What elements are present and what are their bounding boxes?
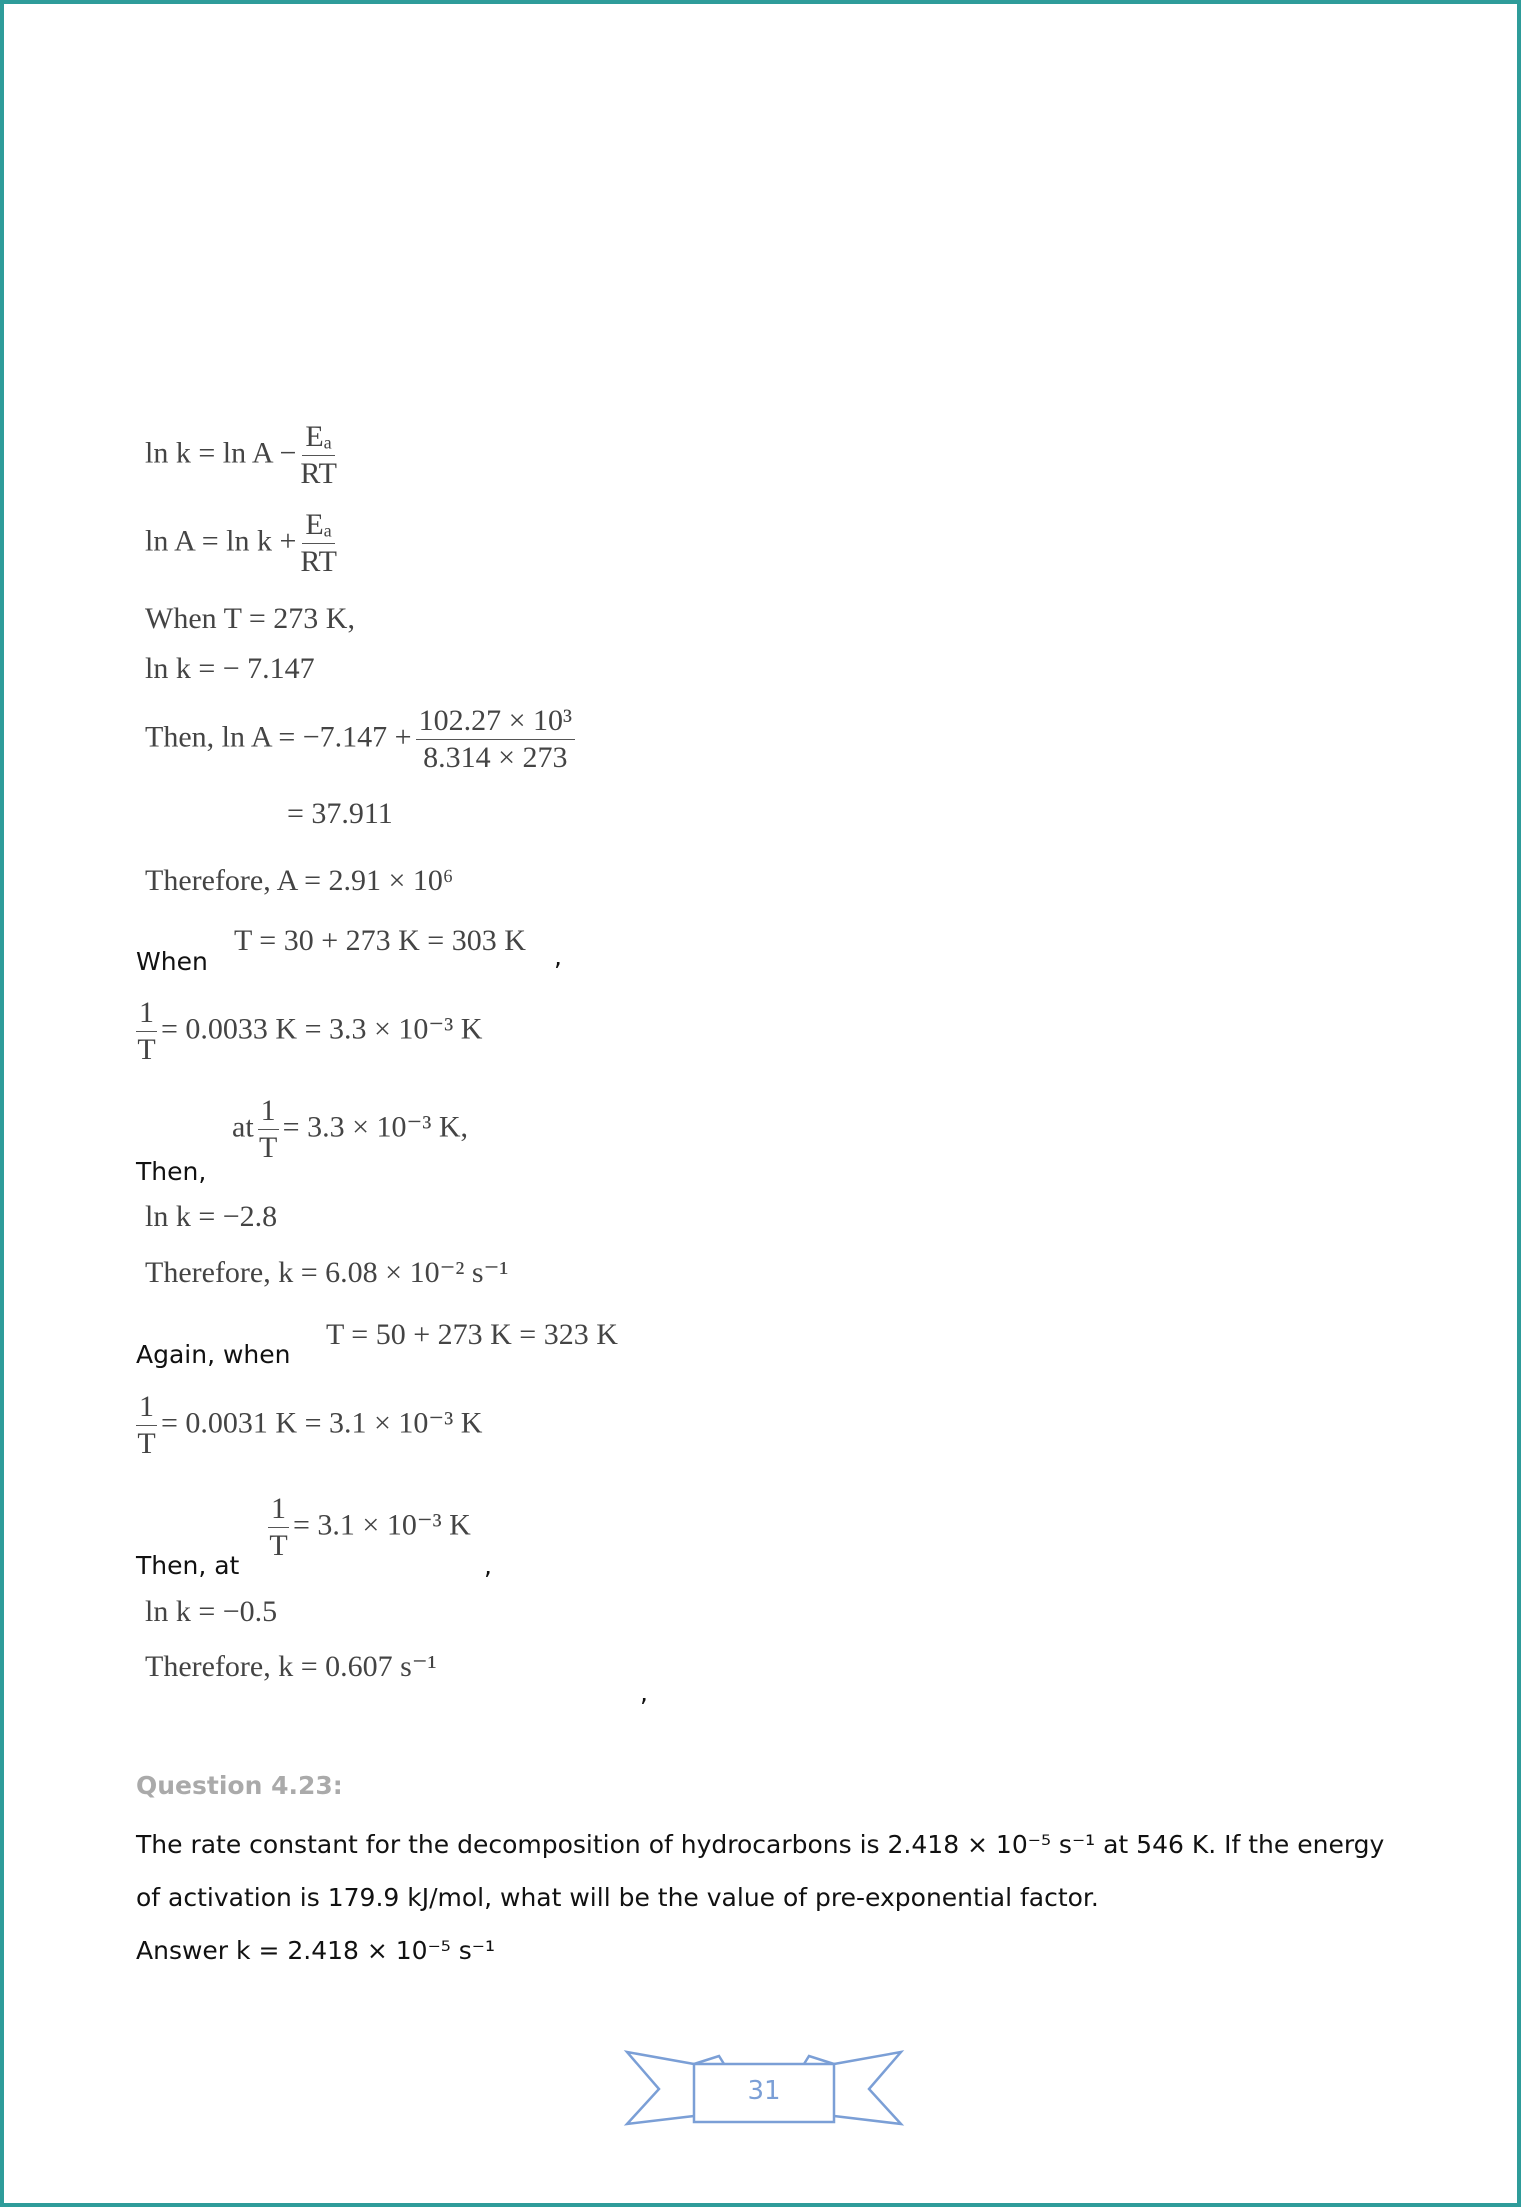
eq-den: RT — [300, 457, 337, 490]
comma: , — [640, 1678, 648, 1707]
page-number: 31 — [747, 2076, 781, 2106]
eq-num: 1 — [258, 1096, 279, 1130]
question-text: The rate constant for the decomposition of hydrocarbons is 2.418 × 10⁻⁵ s⁻¹ at 546 K. If the energy of activation is 179.9 kJ/mol, what will be the value of pre-exponential factor. — [136, 1830, 1385, 1912]
question-body — [136, 1818, 1406, 1977]
eq-den: T — [269, 1529, 288, 1562]
page-number-badge — [619, 2024, 909, 2134]
eq-rhs: = 0.0031 K = 3.1 × 10⁻³ K — [161, 1406, 483, 1440]
comma: , — [554, 942, 562, 971]
eq-lhs: Then, ln A = −7.147 + — [145, 720, 412, 754]
equation-lnA — [145, 510, 341, 577]
lnk-value-1: ln k = − 7.147 — [145, 652, 315, 685]
eq-den: RT — [300, 545, 337, 578]
then-label: Then, — [136, 1157, 207, 1186]
eq-den: T — [137, 1427, 156, 1460]
when-273: When T = 273 K, — [145, 602, 355, 635]
eq-rhs: = 0.0033 K = 3.3 × 10⁻³ K — [161, 1012, 483, 1046]
equation-lnk — [145, 422, 341, 489]
eq-num: 1 — [268, 1494, 289, 1528]
eq-lhs: ln k = ln A − — [145, 436, 297, 470]
lnA-result: = 37.911 — [287, 797, 393, 830]
inverse-T-323 — [136, 1392, 482, 1459]
at-inverse-T-323 — [268, 1494, 471, 1561]
eq-lhs: ln A = ln k + — [145, 524, 297, 558]
therefore-A: Therefore, A = 2.91 × 10⁶ — [145, 864, 454, 897]
therefore-k-1: Therefore, k = 6.08 × 10⁻² s⁻¹ — [145, 1256, 509, 1289]
when-303-eq: T = 30 + 273 K = 303 K — [234, 924, 526, 957]
answer-text: Answer k = 2.418 × 10⁻⁵ s⁻¹ — [136, 1936, 495, 1965]
lnk-value-2: ln k = −2.8 — [145, 1200, 278, 1233]
when-323-eq: T = 50 + 273 K = 323 K — [326, 1318, 618, 1351]
lnk-value-3: ln k = −0.5 — [145, 1595, 278, 1628]
when-label: When — [136, 947, 208, 976]
question-heading: Question 4.23: — [136, 1771, 343, 1800]
eq-pre: at — [232, 1110, 254, 1144]
eq-num: 1 — [136, 1392, 157, 1426]
eq-den: T — [258, 1131, 278, 1164]
eq-den: 8.314 × 273 — [423, 741, 568, 774]
eq-den: T — [137, 1033, 156, 1066]
therefore-k-2: Therefore, k = 0.607 s⁻¹ — [145, 1650, 437, 1683]
eq-num: 1 — [136, 998, 157, 1032]
eq-rhs: = 3.3 × 10⁻³ K, — [282, 1110, 468, 1144]
then-at-label: Then, at — [136, 1551, 240, 1580]
again-when-label: Again, when — [136, 1340, 291, 1369]
eq-num: Eₐ — [302, 422, 335, 456]
comma: , — [484, 1551, 492, 1580]
eq-num: Eₐ — [302, 510, 335, 544]
then-lnA — [145, 706, 579, 773]
inverse-T-303 — [136, 998, 482, 1065]
at-inverse-T-303 — [232, 1096, 468, 1163]
eq-num: 102.27 × 10³ — [416, 706, 575, 740]
eq-rhs: = 3.1 × 10⁻³ K — [293, 1508, 471, 1542]
